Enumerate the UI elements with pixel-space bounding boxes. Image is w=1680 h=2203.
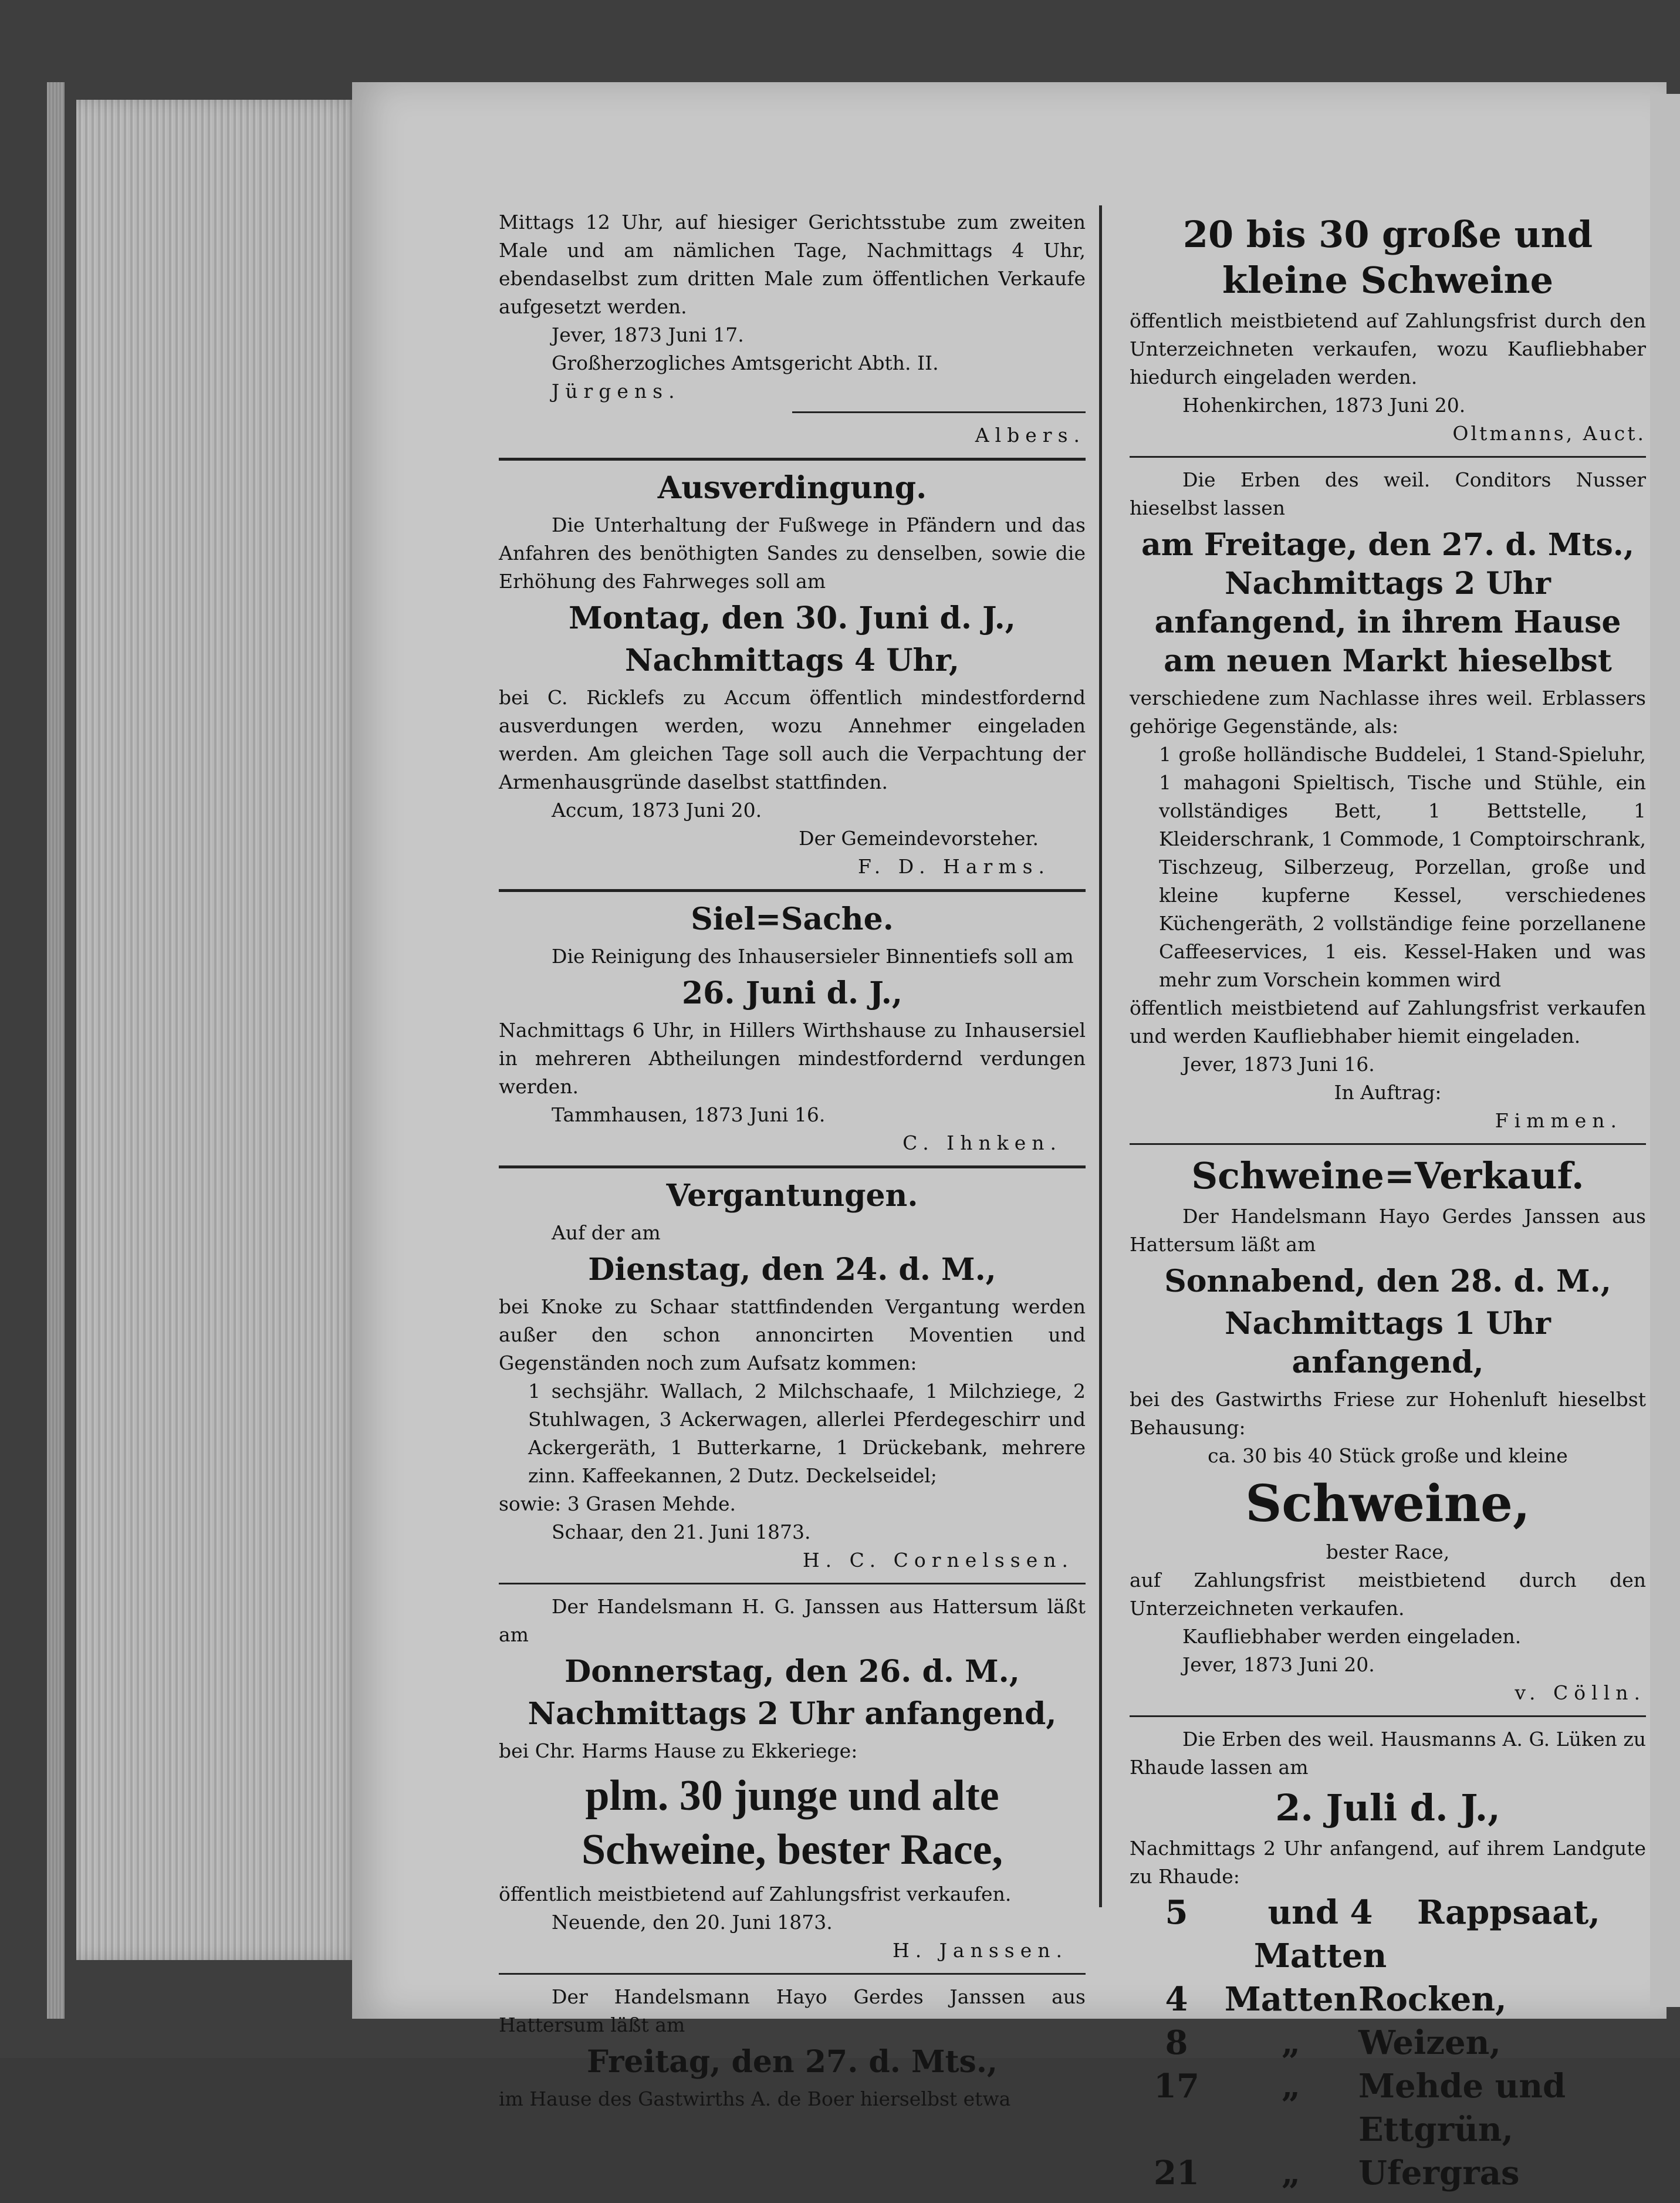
- page-edges: [76, 100, 364, 1960]
- office: Der Gemeindevorsteher.: [799, 827, 1039, 850]
- crop-name: Ufergras: [1358, 2154, 1520, 2192]
- notice-janssen-thursday: [499, 1593, 1086, 1965]
- notice-date: Freitag, den 27. d. Mts.,: [586, 2044, 998, 2080]
- item-list: 1 sechsjähr. Wallach, 2 Milchschaafe, 1 Milchziege, 2 Stuhlwagen, 3 Ackerwagen, allerlei Pferdegeschirr und Ackergeräth, 1 Butterkarne, 1 Drückebank, mehrere zinn. Kaffeekannen, 2 Dutz. Deckelseidel;: [528, 1380, 1086, 1487]
- notice-title: Vergantungen.: [666, 1178, 918, 1214]
- notice-extra: sowie: 3 Grasen Mehde.: [499, 1492, 736, 1515]
- book-spine-edge: [47, 82, 65, 2019]
- notice-schweine-verkauf: [1130, 1153, 1646, 1707]
- crop-row: [1130, 2065, 1646, 2151]
- notice-body: Der Handelsmann Hayo Gerdes Janssen aus Hattersum läßt am: [1130, 1205, 1646, 1256]
- notice-body: Die Reinigung des Inhausersieler Binnentiefs soll am: [552, 945, 1074, 968]
- signature: C. Ihnken.: [902, 1131, 1062, 1154]
- notice-lueken-heirs: [1130, 1725, 1646, 2195]
- office: Großherzogliches Amtsgericht Abth. II.: [552, 352, 939, 374]
- notice-count: ca. 30 bis 40 Stück große und kleine: [1208, 1444, 1568, 1467]
- notice-body: Die Erben des weil. Conditors Nusser hieselbst lassen: [1130, 468, 1646, 519]
- notice-headline: plm. 30 junge und alte Schweine, bester Race,: [582, 1772, 1003, 1874]
- office: In Auftrag:: [1334, 1081, 1442, 1104]
- next-page-strip: [1650, 94, 1680, 2007]
- notice-body: öffentlich meistbietend auf Zahlungsfrist verkaufen.: [499, 1883, 1012, 1905]
- crop-name: Mehde und Ettgrün,: [1358, 2067, 1566, 2149]
- notice-body: öffentlich meistbietend auf Zahlungsfrist verkaufen und werden Kaufliebhaber hiemit eingeladen.: [1130, 996, 1646, 1048]
- notice-body: Die Unterhaltung der Fußwege in Pfändern und das Anfahren des benöthigten Sandes zu denselben, sowie die Erhöhung des Fahrweges soll am: [499, 513, 1086, 593]
- divider: [499, 889, 1086, 892]
- notice-invite: Kaufliebhaber werden eingeladen.: [1182, 1625, 1522, 1648]
- notice-date: Sonnabend, den 28. d. M.,: [1164, 1263, 1611, 1299]
- signature: H. Janssen.: [892, 1939, 1068, 1962]
- notice-race: bester Race,: [1326, 1540, 1450, 1563]
- notice-body: Mittags 12 Uhr, auf hiesiger Gerichtsstube zum zweiten Male und am nämlichen Tage, Nachmittags 4 Uhr, ebendaselbst zum dritten Male zum öffentlichen Verkaufe aufgesetzt werden.: [499, 211, 1086, 318]
- signature: Albers.: [975, 424, 1086, 447]
- place-date: Jever, 1873 Juni 17.: [552, 323, 744, 346]
- divider: [499, 1583, 1086, 1584]
- crop-row: [1130, 2151, 1646, 2195]
- divider: [1130, 1715, 1646, 1717]
- divider: [499, 1973, 1086, 1975]
- notice-time: Nachmittags 2 Uhr anfangend,: [528, 1696, 1057, 1732]
- notice-date: Montag, den 30. Juni d. J.,: [569, 600, 1016, 636]
- right-column: [1130, 208, 1646, 2203]
- notice-title: Siel=Sache.: [691, 901, 894, 937]
- place-date: Hohenkirchen, 1873 Juni 20.: [1182, 394, 1466, 417]
- crop-row: [1130, 1891, 1646, 1978]
- place-date: Tammhausen, 1873 Juni 16.: [552, 1103, 826, 1126]
- signature: Oltmanns, Auct.: [1452, 422, 1646, 445]
- crop-name: Rocken,: [1358, 1980, 1507, 2019]
- notice-body: Der Handelsmann H. G. Janssen aus Hattersum läßt am: [499, 1595, 1086, 1646]
- item-list: 1 große holländische Buddelei, 1 Stand-Spieluhr, 1 mahagoni Spieltisch, Tische und Stühle, ein vollständiges Bett, 1 Bettstelle, 1 Kleiderschrank, 1 Commode, 1 Comptoirschrank, Tischzeug, Silberzeug, Porzellan, große und kleine kupferne Kessel, verschiedenes Küchengeräth, 2 vollständige feine porzellanene Caffeeservices, 1 eis. Kessel-Haken und was mehr zum Vorschein kommen wird: [1159, 743, 1646, 991]
- crop-name: Weizen,: [1358, 2023, 1501, 2062]
- crop-list: [1130, 1891, 1646, 2195]
- notice-time: Nachmittags 4 Uhr,: [624, 643, 960, 678]
- notice-date: 26. Juni d. J.,: [682, 975, 902, 1011]
- notice-court-sale: [499, 208, 1086, 450]
- notice-body: bei Chr. Harms Hause zu Ekkeriege:: [499, 1739, 858, 1762]
- crop-count: 17: [1154, 2067, 1199, 2106]
- notice-siel-sache: [499, 900, 1086, 1157]
- divider: [792, 411, 1086, 413]
- crop-name: Rappsaat,: [1417, 1893, 1600, 1932]
- notice-lead: Auf der am: [552, 1221, 661, 1244]
- divider: [1130, 456, 1646, 458]
- crop-unit: „: [1281, 2023, 1301, 2062]
- signature: Jürgens.: [552, 380, 681, 403]
- notice-body: Der Handelsmann Hayo Gerdes Janssen aus Hattersum läßt am: [499, 1985, 1086, 2036]
- column-divider: [1099, 205, 1102, 1907]
- notice-time: Nachmittags 1 Uhr anfangend,: [1225, 1306, 1551, 1380]
- place-date: Schaar, den 21. Juni 1873.: [552, 1521, 811, 1543]
- crop-unit: und 4 Matten: [1253, 1893, 1387, 1975]
- place-date: Neuende, den 20. Juni 1873.: [552, 1911, 833, 1934]
- crop-count: 21: [1154, 2154, 1199, 2192]
- signature: H. C. Cornelssen.: [802, 1549, 1074, 1572]
- notice-body: bei Knoke zu Schaar stattfindenden Vergantung werden außer den schon annoncirten Moventien und Gegenständen noch zum Aufsatz kommen:: [499, 1295, 1086, 1374]
- crop-unit: Matten: [1224, 1980, 1358, 2019]
- signature: v. Cölln.: [1515, 1681, 1646, 1704]
- signature: F. D. Harms.: [858, 855, 1050, 878]
- crop-count: 5: [1165, 1893, 1188, 1932]
- notice-date: Dienstag, den 24. d. M.,: [588, 1252, 996, 1288]
- divider: [1130, 1143, 1646, 1145]
- notice-body: auf Zahlungsfrist meistbietend durch den Unterzeichneten verkaufen.: [1130, 1569, 1646, 1620]
- notice-title: 20 bis 30 große und kleine Schweine: [1182, 213, 1593, 302]
- notice-vergantungen: [499, 1177, 1086, 1574]
- left-column: [499, 208, 1086, 2121]
- notice-body: bei des Gastwirths Friese zur Hohenluft hieselbst Behausung:: [1130, 1388, 1646, 1439]
- signature: Fimmen.: [1495, 1109, 1622, 1132]
- crop-count: 4: [1165, 1980, 1188, 2019]
- divider: [499, 458, 1086, 461]
- notice-body: Nachmittags 2 Uhr anfangend, auf ihrem Landgute zu Rhaude:: [1130, 1837, 1646, 1888]
- notice-body: öffentlich meistbietend auf Zahlungsfrist durch den Unterzeichneten verkaufen, wozu Kaufliebhaber hiedurch eingeladen werden.: [1130, 309, 1646, 388]
- notice-nusser-heirs: [1130, 466, 1646, 1135]
- notice-body: Nachmittags 6 Uhr, in Hillers Wirthshause zu Inhausersiel in mehreren Abtheilungen mindestfordernd verdungen werden.: [499, 1019, 1086, 1098]
- notice-title: Schweine=Verkauf.: [1191, 1154, 1584, 1197]
- place-date: Jever, 1873 Juni 20.: [1182, 1653, 1375, 1676]
- notice-date: Donnerstag, den 26. d. M.,: [564, 1654, 1020, 1690]
- notice-body: bei C. Ricklefs zu Accum öffentlich mindestfordernd ausverdungen werden, wozu Annehmer eingeladen werden. Am gleichen Tage soll auch die Verpachtung der Armenhausgründe daselbst stattfinden.: [499, 686, 1086, 793]
- notice-ausverdingung: [499, 469, 1086, 881]
- crop-unit: „: [1281, 2067, 1301, 2106]
- notice-oltmanns: [1130, 212, 1646, 448]
- notice-date: am Freitage, den 27. d. Mts., Nachmittags 2 Uhr anfangend, in ihrem Hause am neuen Markt hieselbst: [1141, 527, 1634, 679]
- divider: [499, 1165, 1086, 1168]
- place-date: Jever, 1873 Juni 16.: [1182, 1053, 1375, 1076]
- notice-janssen-friday: [499, 1983, 1086, 2113]
- crop-unit: „: [1281, 2154, 1301, 2192]
- notice-date: 2. Juli d. J.,: [1275, 1786, 1500, 1829]
- crop-count: 8: [1165, 2023, 1188, 2062]
- notice-body: Die Erben des weil. Hausmanns A. G. Lüken zu Rhaude lassen am: [1130, 1728, 1646, 1779]
- notice-title: Ausverdingung.: [657, 470, 927, 506]
- notice-headline: Schweine,: [1245, 1474, 1530, 1533]
- place-date: Accum, 1873 Juni 20.: [552, 799, 762, 822]
- notice-body: im Hause des Gastwirths A. de Boer hierselbst etwa: [499, 2087, 1011, 2110]
- crop-row: [1130, 1978, 1646, 2021]
- notice-body: verschiedene zum Nachlasse ihres weil. Erblassers gehörige Gegenstände, als:: [1130, 687, 1646, 738]
